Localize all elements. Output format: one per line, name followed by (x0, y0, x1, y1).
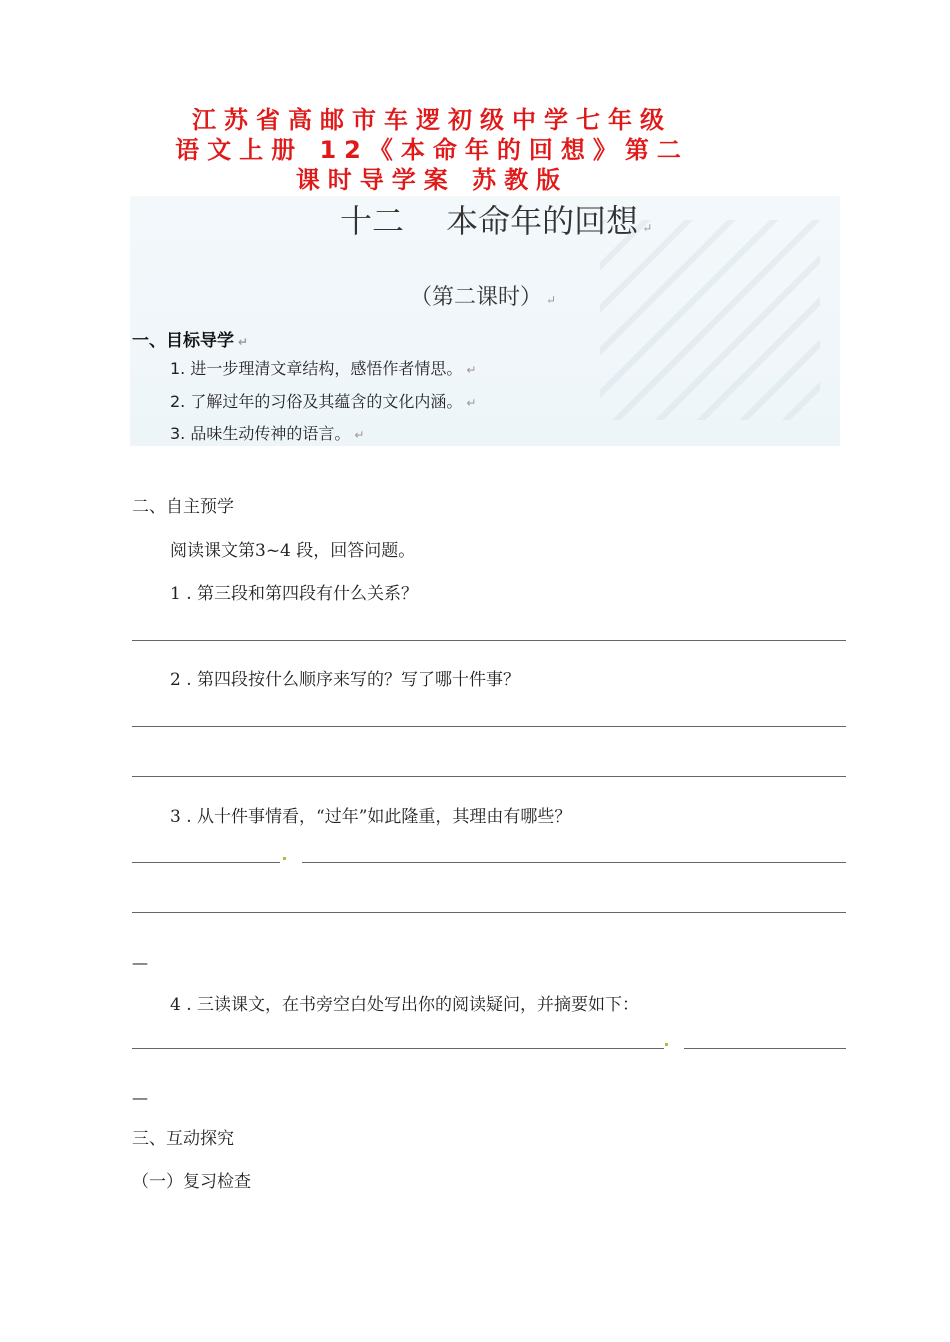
question-4: 4 . 三读课文，在书旁空白处写出你的阅读疑问，并摘要如下： (170, 995, 640, 1015)
return-mark-icon: ↵ (354, 428, 365, 442)
question-1: 1 . 第三段和第四段有什么关系？ (170, 584, 419, 604)
section-3-heading: 三、互动探究 (132, 1129, 234, 1149)
answer-line (302, 862, 846, 863)
goal-item: 3. 品味生动传神的语言。 ↵ (170, 424, 365, 443)
marker-dot (283, 857, 286, 860)
answer-line (132, 640, 846, 641)
question-3: 3 . 从十件事情看，“过年”如此隆重，其理由有哪些？ (170, 807, 572, 827)
answer-line (684, 1048, 846, 1049)
section-2-intro: 阅读课文第3~4 段，回答问题。 (170, 541, 416, 561)
doc-title-line-2: 语文上册 12《本命年的回想》第二 (175, 136, 689, 164)
answer-line (132, 1048, 664, 1049)
continuation-dash: — (132, 953, 148, 972)
lesson-subtitle: （第二课时） ↵ (410, 285, 557, 310)
goal-item: 2. 了解过年的习俗及其蕴含的文化内涵。 ↵ (170, 392, 477, 411)
return-mark-icon: ↵ (466, 396, 477, 410)
answer-line (132, 912, 846, 913)
answer-line (132, 862, 280, 863)
return-mark-icon: ↵ (546, 293, 557, 307)
answer-line (132, 726, 846, 727)
continuation-dash: — (132, 1088, 148, 1107)
lesson-title: 十二 本命年的回想 ↵ (340, 202, 653, 240)
question-2: 2 . 第四段按什么顺序来写的？写了哪十件事？ (170, 670, 521, 690)
answer-line (132, 776, 846, 777)
marker-dot (665, 1043, 668, 1046)
section-3-subheading: （一）复习检查 (132, 1172, 251, 1192)
return-mark-icon: ↵ (238, 335, 249, 349)
doc-title-line-1: 江苏省高邮市车逻初级中学七年级 (192, 106, 672, 134)
doc-title-line-3: 课时导学案 苏教版 (295, 166, 569, 194)
goal-heading: 一、目标导学 ↵ (132, 331, 249, 351)
goal-item: 1. 进一步理清文章结构，感悟作者情思。 ↵ (170, 359, 477, 378)
return-mark-icon: ↵ (642, 221, 653, 235)
watermark-logo (600, 220, 820, 420)
return-mark-icon: ↵ (466, 363, 477, 377)
section-2-heading: 二、自主预学 (132, 497, 234, 517)
